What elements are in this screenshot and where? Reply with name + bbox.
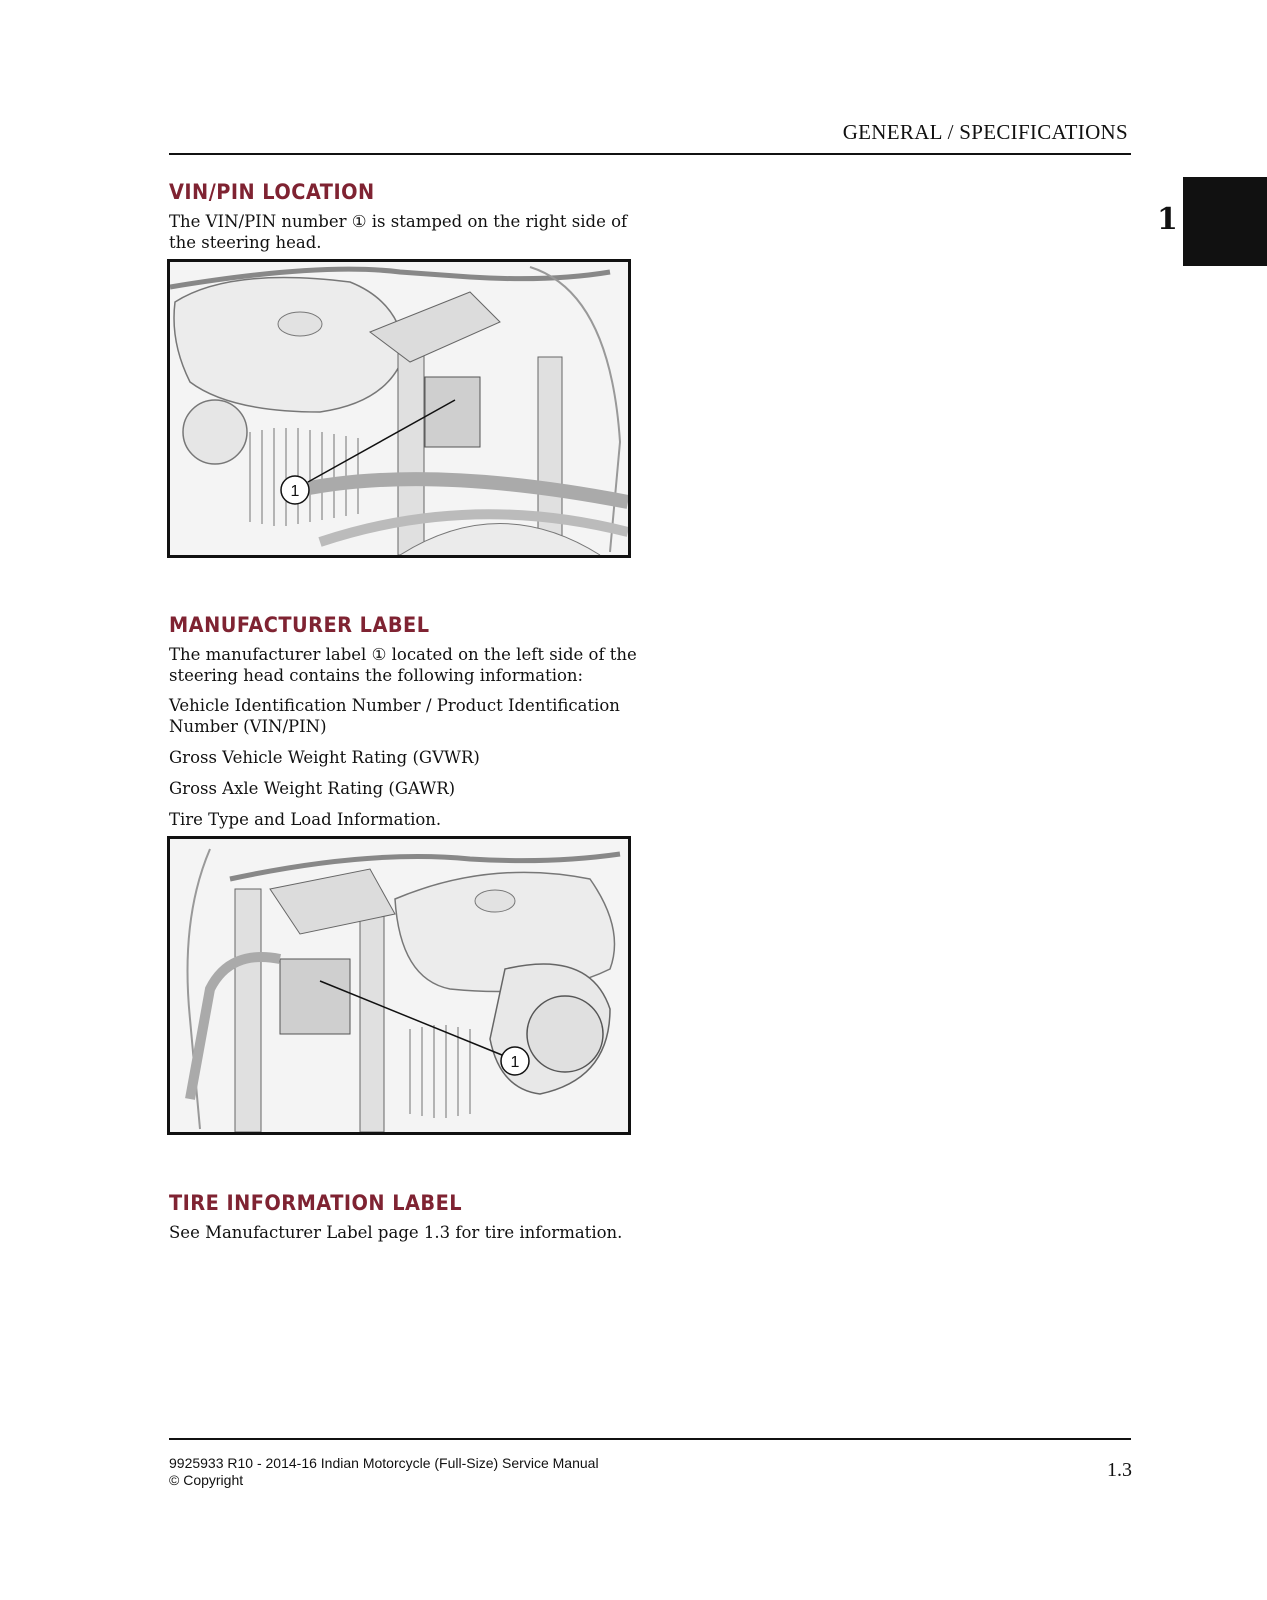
manufacturer-label-heading: MANUFACTURER LABEL (169, 613, 430, 637)
info-item: Tire Type and Load Information. (169, 810, 442, 829)
page-number: 1.3 (1107, 1459, 1132, 1481)
info-item: Gross Axle Weight Rating (GAWR) (169, 779, 456, 798)
manufacturer-label-callout: 1 (510, 1054, 520, 1071)
info-item: Gross Vehicle Weight Rating (GVWR) (169, 748, 480, 767)
vin-pin-figure (167, 259, 631, 558)
steering-head-right-illustration (170, 262, 628, 555)
chapter-tab (1183, 177, 1267, 266)
vin-pin-heading: VIN/PIN LOCATION (169, 180, 375, 204)
vin-pin-callout: 1 (290, 483, 300, 500)
manual-title: 9925933 R10 - 2014-16 Indian Motorcycle (Full-Size) Service Manual (169, 1455, 599, 1471)
vin-pin-text: The VIN/PIN number ① is stamped on the right side of the steering head. (169, 212, 628, 252)
footer-rule (169, 1438, 1131, 1440)
info-item: Vehicle Identification Number / Product Identification Number (VIN/PIN) (169, 696, 620, 736)
copyright: © Copyright (169, 1472, 244, 1488)
manufacturer-label-text: The manufacturer label ① located on the left side of the steering head contains the following information: (169, 645, 637, 685)
footer-info (169, 1455, 599, 1489)
page-header-title: GENERAL / SPECIFICATIONS (842, 120, 1128, 144)
chapter-number: 1 (1157, 202, 1178, 237)
header-rule (169, 153, 1131, 155)
manufacturer-label-figure (167, 836, 631, 1135)
tire-info-text: See Manufacturer Label page 1.3 for tire information. (169, 1223, 623, 1242)
tire-info-heading: TIRE INFORMATION LABEL (169, 1191, 463, 1215)
steering-head-left-illustration (170, 839, 628, 1132)
